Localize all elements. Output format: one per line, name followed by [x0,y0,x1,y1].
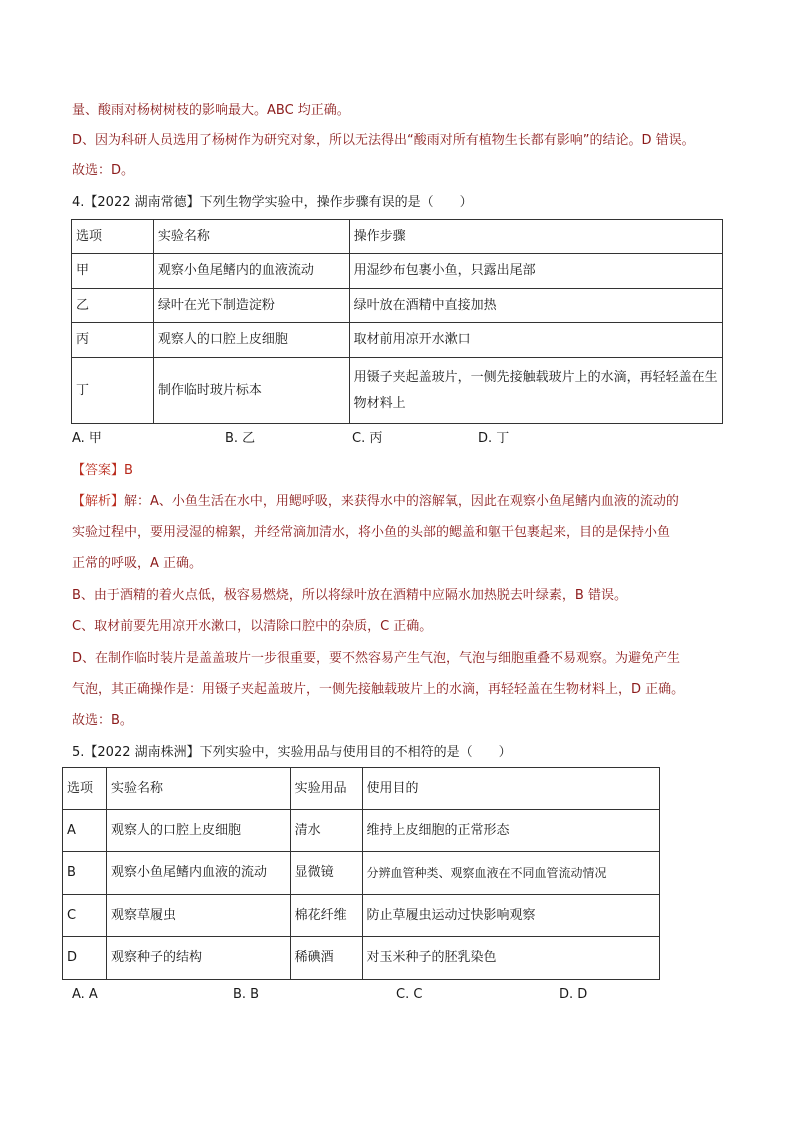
table-row [72,358,723,424]
q4-stem: 4.【2022 湖南常德】下列生物学实验中，操作步骤有误的是（ ） [72,195,473,210]
prev-analysis-line-2: D、因为科研人员选用了杨树作为研究对象，所以无法得出“酸雨对所有植物生长都有影响”的结论。D 错误。 [72,133,695,148]
q4-cell-name: 制作临时玻片标本 [153,358,349,424]
q4-cell-name: 观察人的口腔上皮细胞 [153,323,349,358]
q4-table [71,219,723,424]
q4-analysis-line-1 [72,493,679,511]
table-row [63,852,660,895]
prev-answer-choice: 故选：D。 [72,163,135,178]
table-row [72,289,723,323]
q5-cell-materials: 棉花纤维 [290,895,362,937]
q5-header-materials: 实验用品 [290,768,362,810]
q4-analysis-line-5: C、取材前要先用凉开水漱口，以清除口腔中的杂质，C 正确。 [72,619,433,634]
q4-analysis-line-7: 气泡，其正确操作是：用镊子夹起盖玻片，一侧先接触载玻片上的水滴，再轻轻盖在生物材料上，D 正确。 [72,682,685,697]
q4-cell-name: 绿叶在光下制造淀粉 [153,289,349,323]
q4-analysis-line-6: D、在制作临时装片是盖盖玻片一步很重要，要不然容易产生气泡，气泡与细胞重叠不易观察。为避免产生 [72,651,681,666]
q5-option-a: A. A [72,987,98,1002]
q5-option-d: D. D [559,987,588,1002]
q4-options [72,430,672,448]
q5-option-b: B. B [233,987,260,1002]
q5-cell-option: D [63,937,107,980]
q4-option-d: D. 丁 [478,431,510,446]
q4-cell-name: 观察小鱼尾鳍内的血液流动 [153,254,349,289]
q4-option-b: B. 乙 [225,431,256,446]
q4-cell-steps: 取材前用凉开水漱口 [349,323,722,358]
q4-analysis-line-4: B、由于酒精的着火点低，极容易燃烧，所以将绿叶放在酒精中应隔水加热脱去叶绿素，B 错误。 [72,588,627,603]
q4-cell-option: 乙 [72,289,154,323]
q5-table-header [63,768,660,810]
q5-cell-option: C [63,895,107,937]
q4-analysis-tag: 【解析】 [72,494,125,509]
q5-cell-option: A [63,810,107,852]
q5-cell-option: B [63,852,107,895]
q5-cell-name: 观察小鱼尾鳍内血液的流动 [106,852,290,895]
prev-analysis-line-1: 量、酸雨对杨树树枝的影响最大。ABC 均正确。 [72,103,350,118]
table-row [63,810,660,852]
table-row [72,323,723,358]
q5-cell-materials: 清水 [290,810,362,852]
q5-header-name: 实验名称 [106,768,290,810]
q5-stem: 5.【2022 湖南株洲】下列实验中，实验用品与使用目的不相符的是（ ） [72,745,512,760]
q4-option-a: A. 甲 [72,431,102,446]
q5-header-purpose: 使用目的 [362,768,659,810]
q5-cell-name: 观察种子的结构 [106,937,290,980]
q4-cell-option: 丁 [72,358,154,424]
q4-table-header [72,220,723,254]
q5-options [72,986,672,1004]
table-row [72,254,723,289]
q5-cell-purpose: 维持上皮细胞的正常形态 [362,810,659,852]
q5-cell-materials: 显微镜 [290,852,362,895]
table-row [63,937,660,980]
q4-header-option: 选项 [72,220,154,254]
q5-cell-purpose: 防止草履虫运动过快影响观察 [362,895,659,937]
q4-header-steps: 操作步骤 [349,220,722,254]
q5-cell-name: 观察草履虫 [106,895,290,937]
q5-cell-name: 观察人的口腔上皮细胞 [106,810,290,852]
q4-answer: 【答案】B [72,463,133,478]
q4-header-name: 实验名称 [153,220,349,254]
q4-cell-steps: 绿叶放在酒精中直接加热 [349,289,722,323]
q4-analysis-line-2: 实验过程中，要用浸湿的棉絮，并经常滴加清水，将小鱼的头部的鳃盖和躯干包裹起来，目的是保持小鱼 [72,525,671,540]
q5-cell-materials: 稀碘酒 [290,937,362,980]
q4-cell-steps: 用湿纱布包裹小鱼，只露出尾部 [349,254,722,289]
q4-cell-steps: 用镊子夹起盖玻片，一侧先接触载玻片上的水滴，再轻轻盖在生物材料上 [349,358,722,424]
q4-option-c: C. 丙 [352,431,383,446]
q4-cell-option: 丙 [72,323,154,358]
table-row [63,895,660,937]
q5-option-c: C. C [396,987,423,1002]
q5-header-option: 选项 [63,768,107,810]
q4-final-choice: 故选：B。 [72,713,133,728]
q5-cell-purpose: 对玉米种子的胚乳染色 [362,937,659,980]
q4-cell-option: 甲 [72,254,154,289]
q5-table [62,767,660,980]
q4-analysis-line-3: 正常的呼吸，A 正确。 [72,556,203,571]
q5-cell-purpose: 分辨血管种类、观察血液在不同血管流动情况 [362,852,659,895]
q4-analysis-text-1: 解：A、小鱼生活在水中，用鳃呼吸，来获得水中的溶解氧，因此在观察小鱼尾鳍内血液的流动的 [124,494,679,509]
